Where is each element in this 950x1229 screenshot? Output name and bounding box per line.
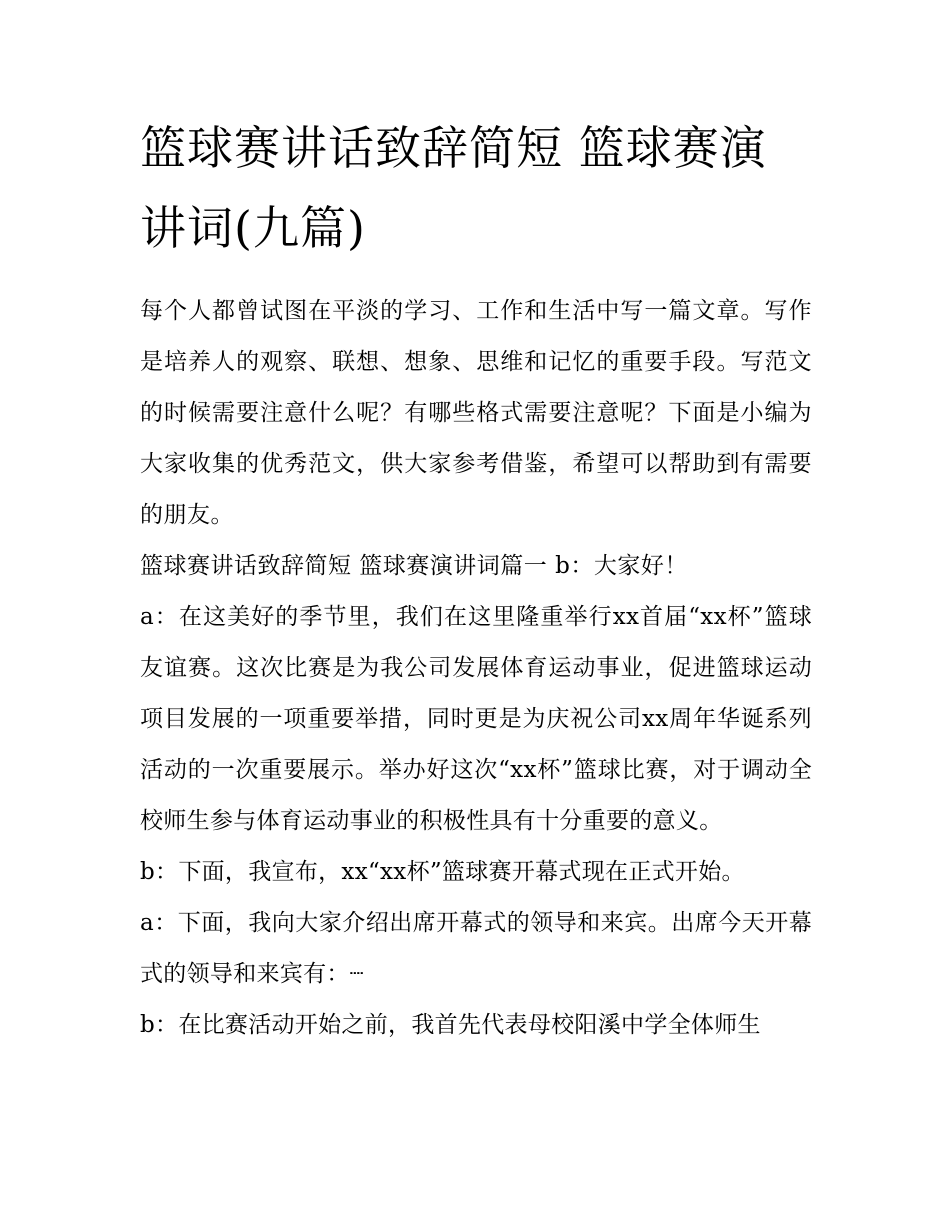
section-heading: 篮球赛讲话致辞简短 篮球赛演讲词篇一 b：大家好！ [140, 553, 688, 579]
intro-paragraph: 每个人都曾试图在平淡的学习、工作和生活中写一篇文章。写作是培养人的观察、联想、想象、思维和记忆的重要手段。写范文的时候需要注意什么呢？有哪些格式需要注意呢？下面是小编为大家收集的优秀范文，供大家参考借鉴，希望可以帮助到有需要的朋友。 [140, 298, 812, 528]
dialogue-paragraph-2: b：下面，我宣布，xx“xx杯”篮球赛开幕式现在正式开始。 [140, 859, 745, 885]
dialogue-section [140, 592, 812, 1051]
document-page [140, 108, 812, 1051]
dialogue-paragraph-3: a：下面，我向大家介绍出席开幕式的领导和来宾。出席今天开幕式的领导和来宾有：┈ [140, 910, 812, 987]
document-body [140, 286, 812, 1051]
document-title: 篮球赛讲话致辞简短 篮球赛演讲词(九篇) [140, 121, 767, 255]
dialogue-paragraph-4: b：在比赛活动开始之前，我首先代表母校阳溪中学全体师生 [140, 1012, 761, 1038]
dialogue-paragraph-1: a：在这美好的季节里，我们在这里隆重举行xx首届“xx杯”篮球友谊赛。这次比赛是为我公司发展体育运动事业，促进篮球运动项目发展的一项重要举措，同时更是为庆祝公司xx周年华诞系列活动的一次重要展示。举办好这次“xx杯”篮球比赛，对于调动全校师生参与体育运动事业的积极性具有十分重要的意义。 [140, 604, 812, 834]
